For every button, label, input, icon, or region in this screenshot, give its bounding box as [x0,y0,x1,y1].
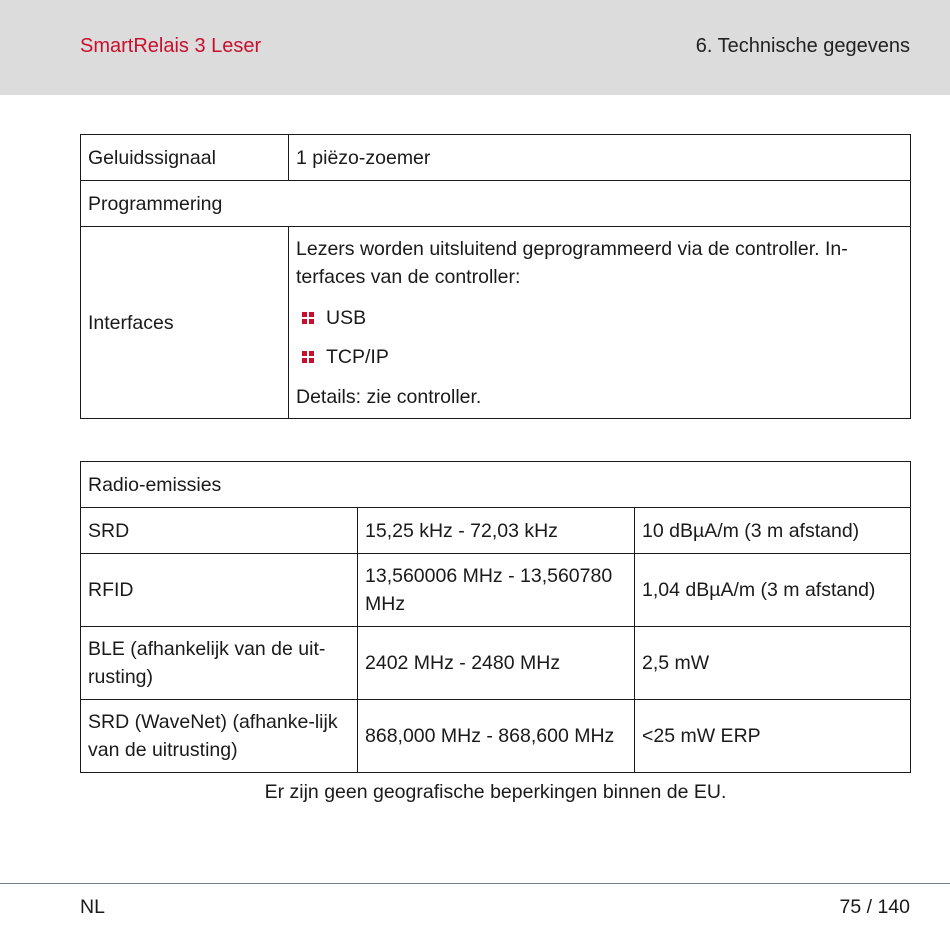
radio-power: 10 dBµA/m (3 m afstand) [635,508,911,554]
table-row [81,462,911,508]
interface-item-label: TCP/IP [326,346,389,368]
document-title: SmartRelais 3 Leser [80,35,262,57]
page-number: 75 / 140 [839,896,910,918]
footer-language: NL [80,896,105,918]
radio-frequency: 15,25 kHz - 72,03 kHz [358,508,635,554]
radio-name: SRD (WaveNet) (afhanke-lijk van de uitrusting) [81,700,358,773]
radio-power: 2,5 mW [635,627,911,700]
interface-item-label: USB [326,307,367,329]
table-row [81,508,911,554]
table-row [81,700,911,773]
red-square-bullet-icon [302,351,314,363]
radio-frequency: 868,000 MHz - 868,600 MHz [358,700,635,773]
radio-power: <25 mW ERP [635,700,911,773]
general-specs-table [80,134,911,419]
radio-power: 1,04 dBµA/m (3 m afstand) [635,554,911,627]
red-square-bullet-icon [302,312,314,324]
radio-heading: Radio-emissies [81,462,911,508]
radio-emissions-table [80,461,911,773]
radio-name: RFID [81,554,358,627]
radio-name: SRD [81,508,358,554]
eu-restriction-note: Er zijn geen geografische beperkingen binnen de EU. [264,781,727,803]
sound-value: 1 piëzo-zoemer [289,135,911,181]
list-item [296,338,903,377]
table-row [81,227,911,419]
interfaces-label: Interfaces [81,227,289,419]
table-row [81,181,911,227]
interfaces-description [289,227,911,419]
radio-frequency: 13,560006 MHz - 13,560780 MHz [358,554,635,627]
interfaces-list [296,299,903,377]
radio-name: BLE (afhankelijk van de uit-rusting) [81,627,358,700]
table-row [81,554,911,627]
table-row [81,135,911,181]
section-title: 6. Technische gegevens [695,35,910,57]
interfaces-intro: Lezers worden uitsluitend geprogrammeerd via de controller. In-terfaces van de controller: [296,237,848,288]
radio-frequency: 2402 MHz - 2480 MHz [358,627,635,700]
programming-heading: Programmering [81,181,911,227]
page-header [0,0,950,95]
interfaces-details: Details: zie controller. [296,385,482,408]
table-row [81,627,911,700]
sound-label: Geluidssignaal [81,135,289,181]
list-item [296,299,903,338]
footer-divider [0,883,950,884]
